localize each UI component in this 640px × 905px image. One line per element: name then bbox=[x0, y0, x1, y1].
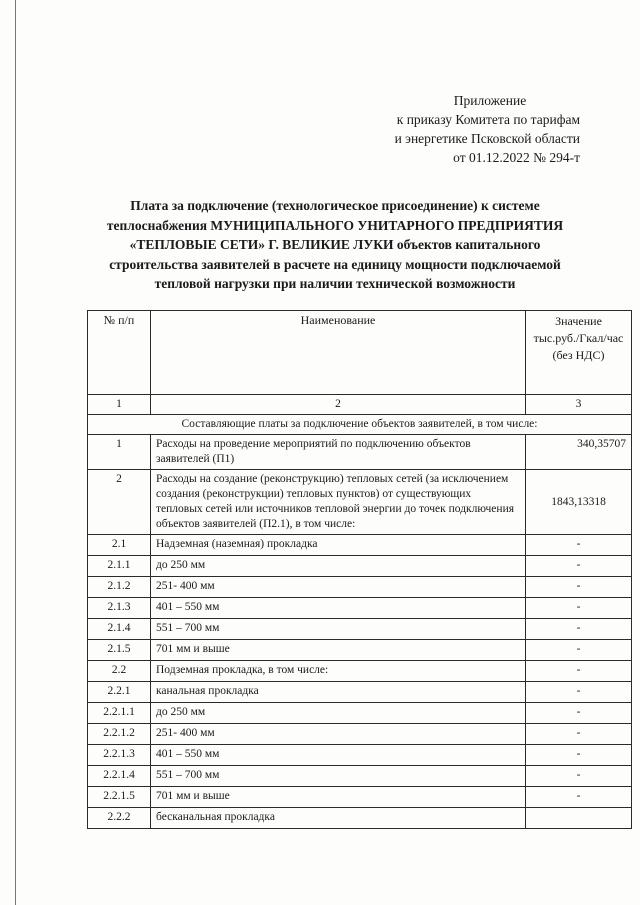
row-name: 551 – 700 мм bbox=[151, 766, 526, 787]
row-value bbox=[526, 808, 632, 829]
document-title bbox=[40, 196, 630, 294]
section-caption: Составляющие платы за подключение объектов заявителей, в том числе: bbox=[88, 415, 632, 435]
row-num: 2.1.2 bbox=[88, 577, 151, 598]
row-name: Расходы на создание (реконструкцию) тепловых сетей (за исключением создания (реконструкции) тепловых пунктов) от существующих тепловых сетей или источников тепловой энергии до точек подключения объектов заявителей (П2.1), в том числе: bbox=[151, 470, 526, 535]
row-name: 401 – 550 мм bbox=[151, 745, 526, 766]
row-num: 2.2 bbox=[88, 661, 151, 682]
row-name: канальная прокладка bbox=[151, 682, 526, 703]
row-value: - bbox=[526, 640, 632, 661]
row-num: 2.2.1.5 bbox=[88, 787, 151, 808]
row-num: 1 bbox=[88, 435, 151, 470]
approval-line-4: от 01.12.2022 № 294-т bbox=[453, 150, 580, 165]
table-row bbox=[88, 470, 632, 535]
table-row bbox=[88, 556, 632, 577]
table-row bbox=[88, 577, 632, 598]
row-num: 2.2.1.2 bbox=[88, 724, 151, 745]
title-line-2: теплоснабжения МУНИЦИПАЛЬНОГО УНИТАРНОГО ПРЕДПРИЯТИЯ bbox=[106, 217, 564, 233]
row-value: - bbox=[526, 535, 632, 556]
column-number-row bbox=[88, 395, 632, 415]
column-number-3: 3 bbox=[526, 395, 632, 415]
row-name: бесканальная прокладка bbox=[151, 808, 526, 829]
table-row bbox=[88, 661, 632, 682]
table-row bbox=[88, 535, 632, 556]
row-name: 701 мм и выше bbox=[151, 640, 526, 661]
row-name: до 250 мм bbox=[151, 703, 526, 724]
row-value: - bbox=[526, 619, 632, 640]
row-name: Надземная (наземная) прокладка bbox=[151, 535, 526, 556]
approval-line-2: к приказу Комитета по тарифам bbox=[396, 112, 580, 127]
approval-block bbox=[360, 91, 580, 167]
row-num: 2.2.2 bbox=[88, 808, 151, 829]
row-value: - bbox=[526, 703, 632, 724]
table-row bbox=[88, 766, 632, 787]
row-name: 551 – 700 мм bbox=[151, 619, 526, 640]
row-num: 2.1.3 bbox=[88, 598, 151, 619]
section-caption-row bbox=[88, 415, 632, 435]
row-name: до 250 мм bbox=[151, 556, 526, 577]
row-value: - bbox=[526, 598, 632, 619]
scan-edge-line bbox=[15, 0, 16, 905]
row-num: 2.1 bbox=[88, 535, 151, 556]
row-num: 2.2.1.3 bbox=[88, 745, 151, 766]
row-name: 251- 400 мм bbox=[151, 724, 526, 745]
row-num: 2 bbox=[88, 470, 151, 535]
row-value: - bbox=[526, 766, 632, 787]
row-value: - bbox=[526, 745, 632, 766]
row-num: 2.1.4 bbox=[88, 619, 151, 640]
table-row bbox=[88, 808, 632, 829]
row-num: 2.1.5 bbox=[88, 640, 151, 661]
table-row bbox=[88, 640, 632, 661]
header-value: Значение тыс.руб./Гкал/час (без НДС) bbox=[526, 311, 632, 395]
row-num: 2.2.1 bbox=[88, 682, 151, 703]
column-number-2: 2 bbox=[151, 395, 526, 415]
table-row bbox=[88, 724, 632, 745]
title-line-4: строительства заявителей в расчете на единицу мощности подключаемой bbox=[109, 256, 561, 272]
row-name: Подземная прокладка, в том числе: bbox=[151, 661, 526, 682]
row-value: - bbox=[526, 556, 632, 577]
row-value: - bbox=[526, 787, 632, 808]
row-num: 2.1.1 bbox=[88, 556, 151, 577]
title-line-1: Плата за подключение (технологическое присоединение) к системе bbox=[130, 198, 540, 213]
row-value: - bbox=[526, 682, 632, 703]
row-name: Расходы на проведение мероприятий по подключению объектов заявителей (П1) bbox=[151, 435, 526, 470]
table-row bbox=[88, 435, 632, 470]
title-line-3: «ТЕПЛОВЫЕ СЕТИ» Г. ВЕЛИКИЕ ЛУКИ объектов капитального bbox=[129, 237, 541, 252]
approval-line-3: и энергетике Псковской области bbox=[394, 131, 580, 146]
table-header-row bbox=[88, 311, 632, 395]
column-number-1: 1 bbox=[88, 395, 151, 415]
row-name: 401 – 550 мм bbox=[151, 598, 526, 619]
row-value: - bbox=[526, 724, 632, 745]
row-name: 701 мм и выше bbox=[151, 787, 526, 808]
fees-table bbox=[87, 310, 632, 829]
table-row bbox=[88, 787, 632, 808]
approval-line-1: Приложение bbox=[453, 93, 527, 108]
row-value: 1843,13318 bbox=[526, 470, 632, 535]
title-line-5: тепловой нагрузки при наличии технической возможности bbox=[154, 276, 516, 291]
table-row bbox=[88, 703, 632, 724]
row-num: 2.2.1.4 bbox=[88, 766, 151, 787]
row-value: 340,35707 bbox=[526, 435, 632, 470]
row-value: - bbox=[526, 577, 632, 598]
row-name: 251- 400 мм bbox=[151, 577, 526, 598]
table-row bbox=[88, 745, 632, 766]
table-row bbox=[88, 619, 632, 640]
header-name: Наименование bbox=[151, 311, 526, 395]
table-row bbox=[88, 598, 632, 619]
row-value: - bbox=[526, 661, 632, 682]
row-num: 2.2.1.1 bbox=[88, 703, 151, 724]
table-row bbox=[88, 682, 632, 703]
header-num: № п/п bbox=[88, 311, 151, 395]
